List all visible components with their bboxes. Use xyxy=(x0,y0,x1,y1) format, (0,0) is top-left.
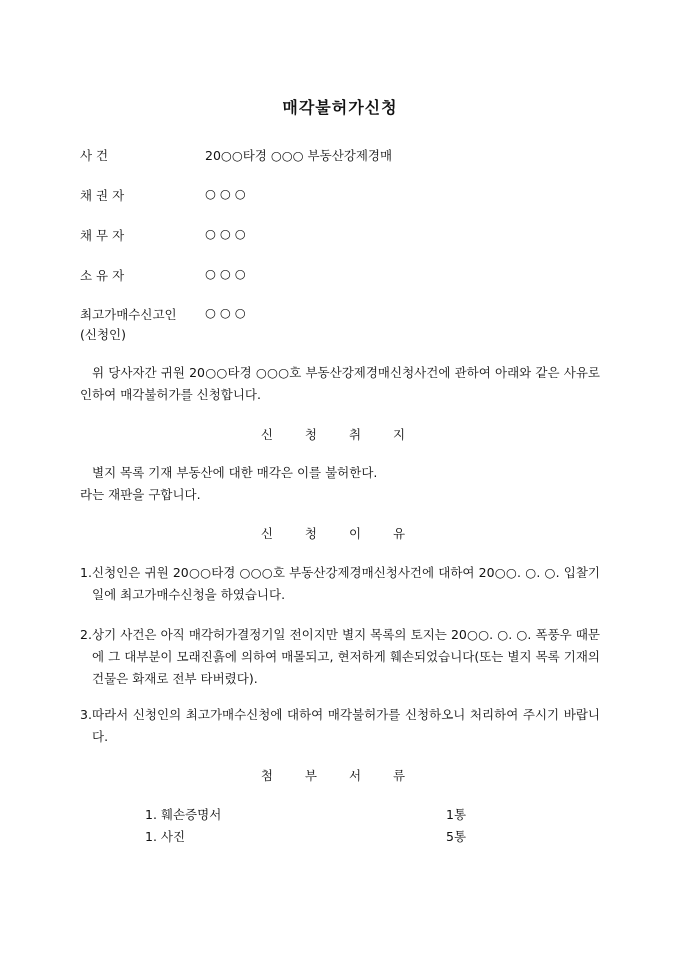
debtor-value: ○ ○ ○ xyxy=(205,226,246,241)
applicant-sublabel: (신청인) xyxy=(80,327,126,342)
reason-number: 2. xyxy=(80,627,92,642)
creditor-label: 채 권 자 xyxy=(80,188,125,203)
case-label: 사 건 xyxy=(80,148,109,163)
attachment-qty: 1통 xyxy=(446,807,467,822)
reason-item xyxy=(80,624,600,690)
creditor-value: ○ ○ ○ xyxy=(205,186,246,201)
case-value: 20○○타경 ○○○ 부동산강제경매 xyxy=(205,148,393,163)
highest-bidder-value: ○ ○ ○ xyxy=(205,305,246,320)
reason-text: 상기 사건은 아직 매각허가결정기일 전이지만 별지 목록의 토지는 20○○. ○. ○. 폭풍우 때문에 그 대부분이 모래진흙에 의하여 매몰되고, 현저하게 훼손되었습니다(또는 별지 목록 기재의 건물은 화재로 전부 타버렸다). xyxy=(92,627,600,686)
document-title: 매각불허가신청 xyxy=(282,98,398,117)
reason-number: 3. xyxy=(80,707,92,722)
attachment-qty: 5통 xyxy=(446,829,467,844)
owner-label: 소 유 자 xyxy=(80,268,125,283)
reason-text: 신청인은 귀원 20○○타경 ○○○호 부동산강제경매신청사건에 대하여 20○○. ○. ○. 입찰기일에 최고가매수신청을 하였습니다. xyxy=(92,565,600,602)
attachment-name: 1. 사진 xyxy=(145,829,186,844)
reason-number: 1. xyxy=(80,565,92,580)
owner-value: ○ ○ ○ xyxy=(205,266,246,281)
reason-item xyxy=(80,704,600,748)
reasons-heading: 신 청 이 유 xyxy=(260,526,420,541)
reason-text: 따라서 신청인의 최고가매수신청에 대하여 매각불허가를 신청하오니 처리하여 주시기 바랍니다. xyxy=(92,707,600,744)
purpose-heading: 신 청 취 지 xyxy=(260,427,420,442)
attachment-name: 1. 훼손증명서 xyxy=(145,807,222,822)
purpose-line-1: 별지 목록 기재 부동산에 대한 매각은 이를 불허한다. xyxy=(92,465,378,480)
reason-item xyxy=(80,562,600,606)
purpose-line-2: 라는 재판을 구합니다. xyxy=(80,487,201,502)
attachments-heading: 첨 부 서 류 xyxy=(260,768,420,783)
highest-bidder-label: 최고가매수신고인 xyxy=(80,307,177,322)
debtor-label: 채 무 자 xyxy=(80,228,125,243)
intro-paragraph: 위 당사자간 귀원 20○○타경 ○○○호 부동산강제경매신청사건에 관하여 아래와 같은 사유로 인하여 매각불허가를 신청합니다. xyxy=(80,365,600,402)
